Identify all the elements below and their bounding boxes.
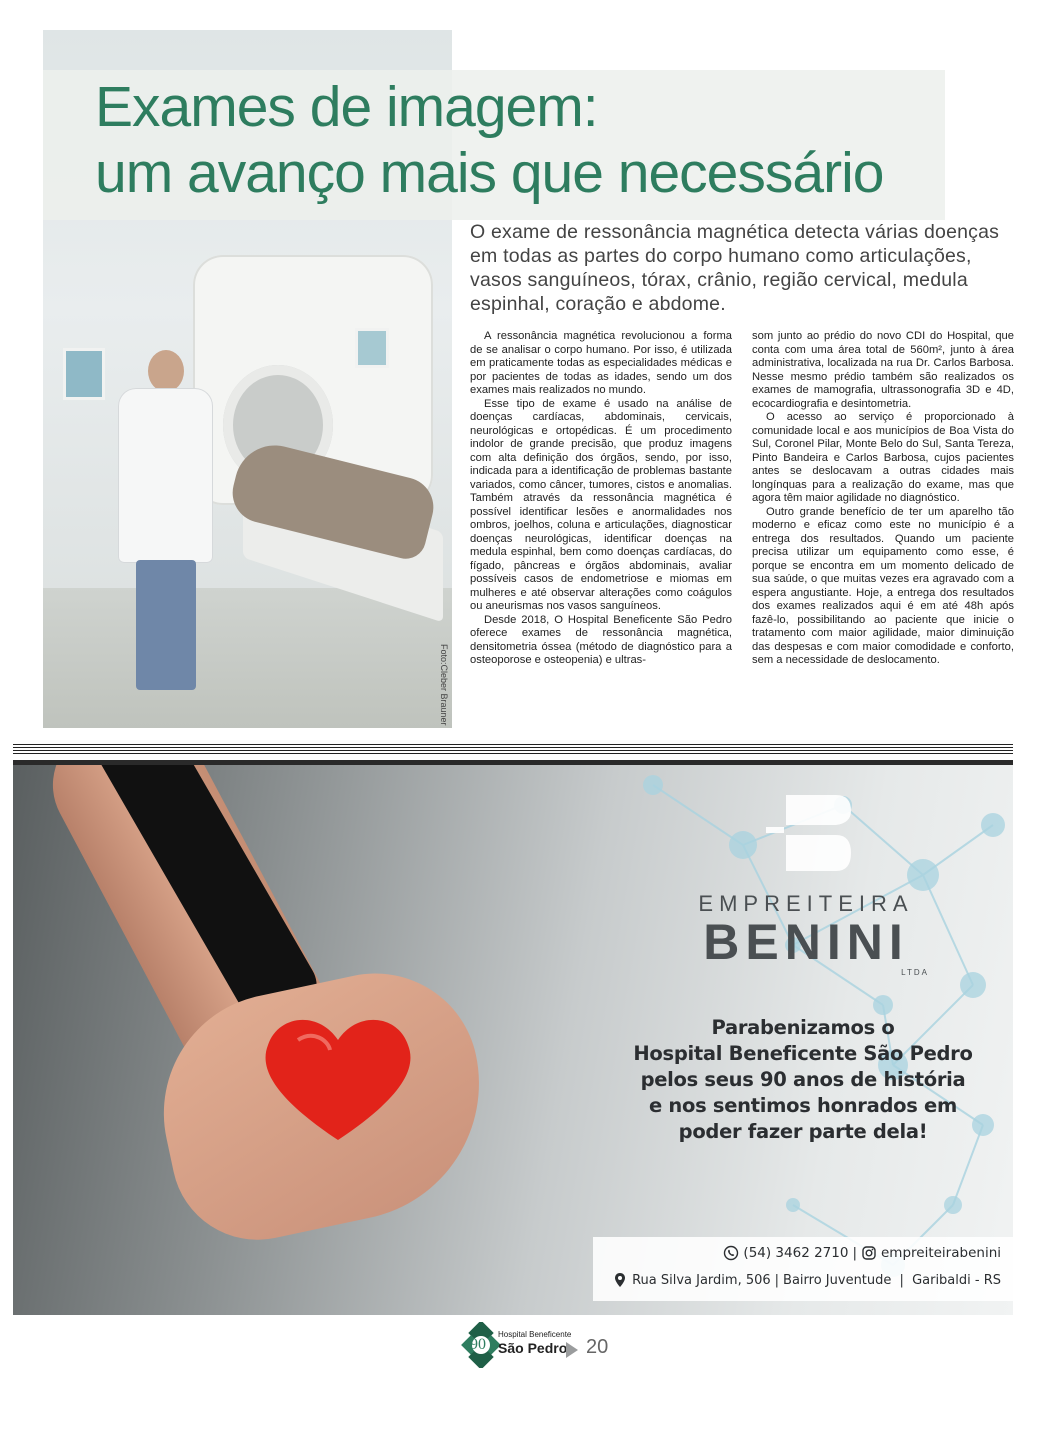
title-line-2: um avanço mais que necessário bbox=[95, 141, 884, 205]
scanner-display bbox=[355, 328, 389, 368]
message-line: pelos seus 90 anos de história bbox=[640, 1068, 966, 1091]
whatsapp-icon bbox=[723, 1245, 739, 1261]
district: Bairro Juventude bbox=[783, 1272, 892, 1288]
photo-floor bbox=[43, 588, 452, 728]
paragraph: Desde 2018, O Hospital Beneficente São Pedro oferece exames de ressonância magnética, densitometria óssea (método de diagnóstico para a osteoporose e osteopenia) e ultras- bbox=[470, 613, 732, 666]
paragraph: A ressonância magnética revolucionou a forma de se analisar o corpo humano. Por isso, é utilizada em praticamente todas as especialidades médicas e por pacientes de todas as idades, sendo um dos exames mais realizados no mundo. bbox=[470, 330, 732, 396]
instagram-icon bbox=[861, 1245, 877, 1261]
page-number: 20 bbox=[586, 1336, 609, 1358]
logo-main-text: BENINI bbox=[703, 914, 909, 970]
article-lead: O exame de ressonância magnética detecta várias doenças em todas as partes do corpo humano como articulações, vasos sanguíneos, tórax, crânio, região cervical, medula espinhal, coração e abdome. bbox=[470, 221, 1000, 315]
separator: | bbox=[852, 1245, 857, 1261]
paragraph: Esse tipo de exame é usado na análise de doenças cardíacas, abdominais, cervicais, neurológicas e ortopédicas. É um procedimento indolor de grande precisão, que produz imagens com alta definição dos órgãos, sendo, por isso, indicada para a identificação de problemas bastante variados, como câncer, tumores, cistos e anomalias. Também através da ressonância magnética é possível identificar lesões e anormalidades nos ombros, joelhos, coluna e articulações, diagnosticar doenças neurológicas, identificar doenças na medula espinhal, bem como doenças cardíacas, do fígado, pâncreas e órgãos abdominais, avaliar possíveis casos de endometriose e miomas em mulheres e até observar alterações como coágulos ou aneurismas nos vasos sanguíneos. bbox=[470, 397, 732, 612]
message-line: e nos sentimos honrados em bbox=[649, 1094, 957, 1117]
paragraph: Outro grande benefício de ter um aparelho tão moderno e eficaz como este no município é a entrega dos resultados. Quando um paciente precisa utilizar um equipamento como esse, é porque se encontra em um momento delicado de sua saúde, o que muitas vezes era agravado com a espera angustiante. Hoje, a entrega dos resultados dos exames realizados aqui é em até 48h após fazê-lo, possibilitando ao paciente que inicie o tratamento com maior agilidade, maior diminuição das despesas e com maior comodidade e conforto, sem a necessidade de deslocamento. bbox=[752, 505, 1014, 666]
logo-top-text: EMPREITEIRA bbox=[698, 891, 914, 916]
contact-line-address bbox=[612, 1272, 1001, 1288]
separator: | bbox=[774, 1272, 780, 1288]
advertisement bbox=[13, 765, 1013, 1315]
message-line: Parabenizamos o bbox=[711, 1016, 895, 1039]
heart-icon bbox=[258, 1000, 418, 1150]
article-column-1 bbox=[470, 330, 732, 668]
page-arrow-icon bbox=[566, 1342, 578, 1358]
phone-number: (54) 3462 2710 bbox=[743, 1245, 849, 1261]
company-logo bbox=[675, 793, 937, 977]
contact-line-phone bbox=[723, 1245, 1001, 1261]
photo-credit: Foto:Cleber Brauner bbox=[439, 644, 449, 726]
paragraph: som junto ao prédio do novo CDI do Hospital, que conta com uma área total de 560m², junto à área administrativa, localizada na rua Dr. Carlos Barbosa. Nesse mesmo prédio também são realizados os exames de mamografia, ultrassonografia 3D e 4D, ecocardiografia e desintometria. bbox=[752, 330, 1014, 410]
address: Rua Silva Jardim, 506 bbox=[632, 1272, 771, 1288]
city: Garibaldi - RS bbox=[912, 1272, 1001, 1288]
title-line-1: Exames de imagem: bbox=[95, 75, 598, 139]
logo-sub-text: LTDA bbox=[901, 968, 929, 977]
logo-mark-icon bbox=[756, 793, 856, 873]
congratulations-message bbox=[603, 1015, 1003, 1145]
control-panel bbox=[63, 348, 105, 400]
location-pin-icon bbox=[612, 1272, 628, 1288]
hospital-name-big: São Pedro bbox=[498, 1340, 568, 1356]
separator: | bbox=[895, 1272, 909, 1288]
article-column-2 bbox=[752, 330, 1014, 668]
anniversary-number: 90 bbox=[470, 1336, 486, 1353]
article-title bbox=[95, 74, 883, 206]
contact-bar bbox=[593, 1237, 1013, 1301]
technician-figure bbox=[118, 350, 208, 710]
section-divider bbox=[13, 744, 1013, 754]
message-line: Hospital Beneficente São Pedro bbox=[633, 1042, 973, 1065]
instagram-handle: empreiteirabenini bbox=[881, 1245, 1001, 1261]
page-footer bbox=[458, 1322, 618, 1370]
hospital-name-small: Hospital Beneficente bbox=[498, 1330, 572, 1339]
message-line: poder fazer parte dela! bbox=[678, 1120, 928, 1143]
paragraph: O acesso ao serviço é proporcionado à comunidade local e aos municípios de Boa Vista do Sul, Coronel Pilar, Monte Belo do Sul, Santa Tereza, Pinto Bandeira e Carlos Barbosa, cujos pacientes antes se deslocavam a outras cidades mais longínquas para a realização do exame, mas que agora têm maior agilidade no diagnóstico. bbox=[752, 411, 1014, 504]
